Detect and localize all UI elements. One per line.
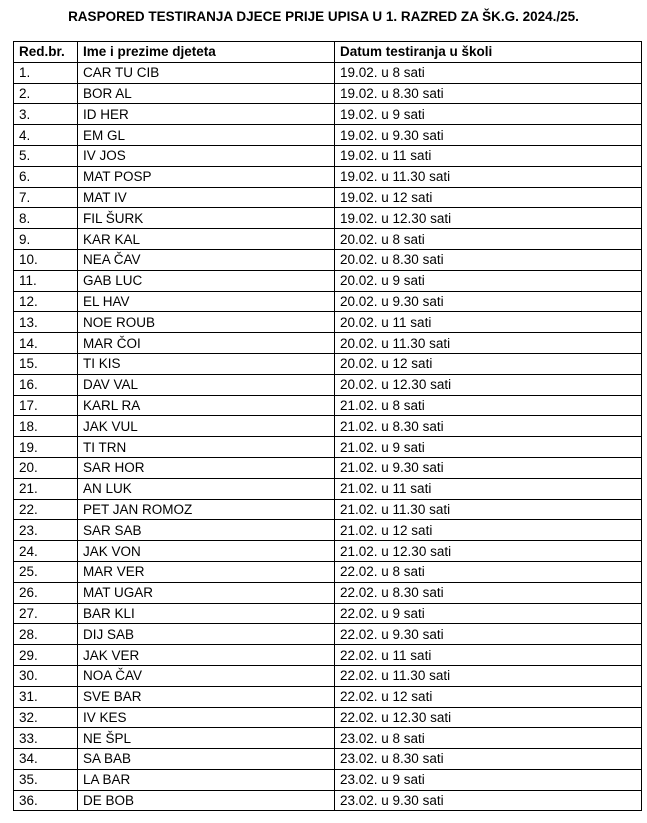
row-number-cell: 5. [14,145,78,166]
child-name-cell: MAR ČOI [78,333,335,354]
table-header-row [14,42,642,63]
child-name-cell: SAR HOR [78,457,335,478]
table-row [14,499,642,520]
child-name-cell: SA BAB [78,749,335,770]
child-name-cell: KAR KAL [78,229,335,250]
child-name-cell: DAV VAL [78,374,335,395]
table-row [14,353,642,374]
row-number-cell: 16. [14,374,78,395]
row-number-cell: 11. [14,270,78,291]
test-date-cell: 21.02. u 11.30 sati [335,499,642,520]
child-name-cell: TI KIS [78,353,335,374]
child-name-cell: SAR SAB [78,520,335,541]
test-date-cell: 19.02. u 12.30 sati [335,208,642,229]
test-date-cell: 21.02. u 12.30 sati [335,541,642,562]
child-name-cell: DE BOB [78,790,335,811]
test-date-cell: 19.02. u 8.30 sati [335,83,642,104]
table-row [14,125,642,146]
child-name-cell: NE ŠPL [78,728,335,749]
child-name-cell: NEA ČAV [78,249,335,270]
row-number-cell: 24. [14,541,78,562]
child-name-cell: PET JAN ROMOZ [78,499,335,520]
test-date-cell: 19.02. u 9.30 sati [335,125,642,146]
test-date-cell: 22.02. u 8 sati [335,561,642,582]
row-number-cell: 28. [14,624,78,645]
child-name-cell: BOR AL [78,83,335,104]
test-date-cell: 19.02. u 11.30 sati [335,166,642,187]
test-date-cell: 20.02. u 11.30 sati [335,333,642,354]
row-number-cell: 17. [14,395,78,416]
child-name-cell: LA BAR [78,769,335,790]
table-row [14,645,642,666]
row-number-cell: 26. [14,582,78,603]
table-row [14,229,642,250]
row-number-cell: 23. [14,520,78,541]
row-number-cell: 7. [14,187,78,208]
row-number-cell: 1. [14,62,78,83]
table-row [14,457,642,478]
table-row [14,728,642,749]
row-number-cell: 35. [14,769,78,790]
row-number-cell: 30. [14,665,78,686]
test-date-cell: 22.02. u 8.30 sati [335,582,642,603]
row-number-cell: 19. [14,437,78,458]
table-row [14,291,642,312]
table-row [14,769,642,790]
column-header-name: Ime i prezime djeteta [78,42,335,63]
child-name-cell: CAR TU CIB [78,62,335,83]
row-number-cell: 14. [14,333,78,354]
table-row [14,312,642,333]
child-name-cell: JAK VER [78,645,335,666]
test-date-cell: 23.02. u 8 sati [335,728,642,749]
row-number-cell: 8. [14,208,78,229]
schedule-table [13,41,642,811]
child-name-cell: MAT UGAR [78,582,335,603]
child-name-cell: NOA ČAV [78,665,335,686]
test-date-cell: 19.02. u 9 sati [335,104,642,125]
row-number-cell: 25. [14,561,78,582]
test-date-cell: 21.02. u 9.30 sati [335,457,642,478]
test-date-cell: 22.02. u 9.30 sati [335,624,642,645]
test-date-cell: 22.02. u 12 sati [335,686,642,707]
test-date-cell: 21.02. u 8.30 sati [335,416,642,437]
table-row [14,374,642,395]
row-number-cell: 36. [14,790,78,811]
child-name-cell: BAR KLI [78,603,335,624]
table-row [14,686,642,707]
table-row [14,208,642,229]
column-header-date: Datum testiranja u školi [335,42,642,63]
table-row [14,541,642,562]
table-row [14,83,642,104]
row-number-cell: 6. [14,166,78,187]
child-name-cell: MAT IV [78,187,335,208]
table-row [14,478,642,499]
table-row [14,520,642,541]
test-date-cell: 19.02. u 8 sati [335,62,642,83]
table-row [14,603,642,624]
test-date-cell: 22.02. u 9 sati [335,603,642,624]
test-date-cell: 23.02. u 8.30 sati [335,749,642,770]
table-row [14,582,642,603]
test-date-cell: 21.02. u 11 sati [335,478,642,499]
row-number-cell: 33. [14,728,78,749]
row-number-cell: 4. [14,125,78,146]
test-date-cell: 23.02. u 9.30 sati [335,790,642,811]
table-row [14,416,642,437]
test-date-cell: 20.02. u 12 sati [335,353,642,374]
child-name-cell: IV KES [78,707,335,728]
test-date-cell: 20.02. u 12.30 sati [335,374,642,395]
row-number-cell: 18. [14,416,78,437]
test-date-cell: 20.02. u 8.30 sati [335,249,642,270]
child-name-cell: ID HER [78,104,335,125]
table-row [14,437,642,458]
row-number-cell: 2. [14,83,78,104]
test-date-cell: 21.02. u 12 sati [335,520,642,541]
child-name-cell: EM GL [78,125,335,146]
table-body [14,62,642,811]
row-number-cell: 32. [14,707,78,728]
child-name-cell: AN LUK [78,478,335,499]
row-number-cell: 34. [14,749,78,770]
table-row [14,624,642,645]
test-date-cell: 20.02. u 11 sati [335,312,642,333]
test-date-cell: 21.02. u 9 sati [335,437,642,458]
child-name-cell: JAK VUL [78,416,335,437]
table-row [14,395,642,416]
table-row [14,145,642,166]
row-number-cell: 29. [14,645,78,666]
test-date-cell: 21.02. u 8 sati [335,395,642,416]
child-name-cell: SVE BAR [78,686,335,707]
document-title: RASPORED TESTIRANJA DJECE PRIJE UPISA U 1. RAZRED ZA ŠK.G. 2024./25. [68,9,579,24]
row-number-cell: 9. [14,229,78,250]
test-date-cell: 23.02. u 9 sati [335,769,642,790]
table-row [14,790,642,811]
test-date-cell: 20.02. u 8 sati [335,229,642,250]
table-row [14,166,642,187]
row-number-cell: 27. [14,603,78,624]
table-row [14,333,642,354]
row-number-cell: 31. [14,686,78,707]
row-number-cell: 20. [14,457,78,478]
table-row [14,561,642,582]
row-number-cell: 13. [14,312,78,333]
table-row [14,665,642,686]
row-number-cell: 12. [14,291,78,312]
row-number-cell: 21. [14,478,78,499]
test-date-cell: 19.02. u 11 sati [335,145,642,166]
child-name-cell: MAR VER [78,561,335,582]
table-row [14,104,642,125]
test-date-cell: 19.02. u 12 sati [335,187,642,208]
child-name-cell: TI TRN [78,437,335,458]
test-date-cell: 20.02. u 9.30 sati [335,291,642,312]
child-name-cell: DIJ SAB [78,624,335,645]
column-header-number: Red.br. [14,42,78,63]
table-row [14,249,642,270]
row-number-cell: 15. [14,353,78,374]
row-number-cell: 3. [14,104,78,125]
child-name-cell: MAT POSP [78,166,335,187]
test-date-cell: 20.02. u 9 sati [335,270,642,291]
table-row [14,707,642,728]
table-row [14,187,642,208]
test-date-cell: 22.02. u 12.30 sati [335,707,642,728]
child-name-cell: NOE ROUB [78,312,335,333]
test-date-cell: 22.02. u 11.30 sati [335,665,642,686]
table-row [14,270,642,291]
child-name-cell: KARL RA [78,395,335,416]
row-number-cell: 10. [14,249,78,270]
child-name-cell: EL HAV [78,291,335,312]
table-row [14,62,642,83]
row-number-cell: 22. [14,499,78,520]
child-name-cell: JAK VON [78,541,335,562]
child-name-cell: IV JOS [78,145,335,166]
table-row [14,749,642,770]
child-name-cell: FIL ŠURK [78,208,335,229]
child-name-cell: GAB LUC [78,270,335,291]
test-date-cell: 22.02. u 11 sati [335,645,642,666]
